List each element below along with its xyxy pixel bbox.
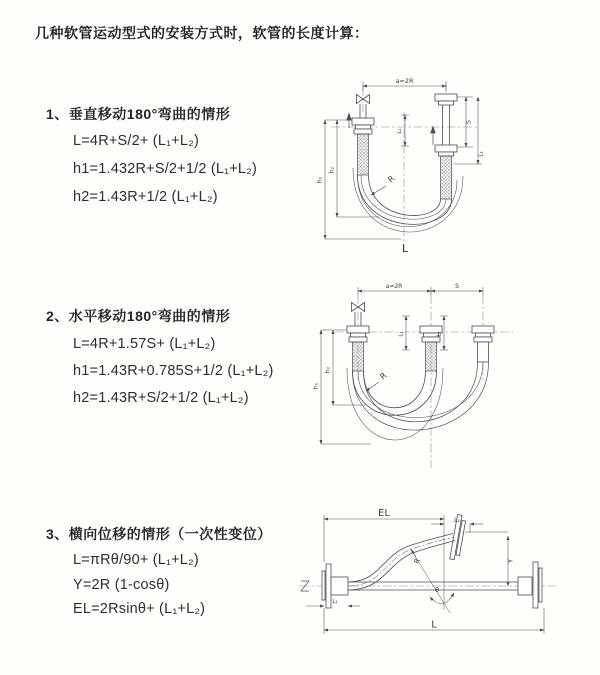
diagram-horizontal-180 — [313, 278, 598, 470]
diagram-vertical-180 — [313, 68, 598, 260]
radius-label: R — [386, 173, 397, 185]
diagram-lateral-displacement — [298, 502, 595, 652]
pipe-fittings — [347, 312, 494, 362]
dim-label-l1: L₁ — [397, 128, 403, 134]
dim-label-l2: L₂ — [436, 331, 443, 337]
hose-u-bends — [347, 362, 489, 440]
section1-formula-h1: h1=1.432R+S/2+1/2 (L₁+L₂) — [73, 161, 258, 177]
braided-hose-sections — [353, 342, 437, 371]
dim-label-s: S — [465, 120, 473, 124]
section1-formula-L: L=4R+S/2+ (L₁+L₂) — [73, 133, 199, 149]
section3-formula-Y: Y=2R (1-cosθ) — [73, 577, 170, 593]
radius-label: R — [412, 556, 422, 566]
s-curve-hose — [348, 534, 455, 591]
centerlines — [335, 295, 513, 468]
section1-heading: 1、垂直移动180°弯曲的情形 — [46, 106, 231, 122]
section1-formula-h2: h2=1.43R+1/2 (L₁+L₂) — [73, 189, 218, 205]
dimension-lines — [306, 515, 544, 634]
section2-formula-L: L=4R+1.57S+ (L₁+L₂) — [73, 336, 216, 352]
page-title: 几种软管运动型式的安装方式时，软管的长度计算： — [35, 25, 369, 41]
dim-label-y: Y — [506, 558, 515, 564]
section3-heading: 3、横向位移的情形（一次性变位） — [46, 526, 272, 542]
dim-label-a2r: a=2R — [395, 77, 414, 85]
section3-formula-EL: EL=2Rsinθ+ (L₁+L₂) — [73, 601, 206, 617]
braided-hose-sections — [358, 134, 452, 199]
section2-formula-h2: h2=1.43R+S/2+1/2 (L₁+L₂) — [73, 390, 249, 406]
dim-label-h2: h₂ — [324, 366, 332, 374]
section2-heading: 2、水平移动180°弯曲的情形 — [46, 308, 231, 324]
dimension-lines — [325, 81, 482, 239]
dim-label-h1: h₁ — [316, 176, 324, 184]
dim-label-l1: L₁ — [398, 331, 405, 337]
dim-label-a2r: a=2R — [385, 283, 403, 290]
dim-label-h2: h₂ — [328, 166, 336, 174]
flanges-and-pipe — [322, 562, 542, 608]
dim-label-s: S — [455, 283, 459, 290]
dim-label-l2: L₂ — [454, 517, 460, 524]
length-label: L — [431, 619, 437, 631]
section3-formula-L: L=πRθ/90+ (L₁+L₂) — [73, 552, 199, 568]
dim-label-h1: h₁ — [313, 382, 320, 390]
dim-label-l1: L₁ — [332, 599, 338, 605]
dim-label-el: EL — [378, 508, 390, 519]
radius-label: R — [378, 370, 389, 382]
dim-label-l2: L₂ — [478, 151, 485, 157]
length-label: L — [401, 242, 409, 255]
section2-formula-h1: h1=1.43R+0.785S+1/2 (L₁+L₂) — [73, 363, 274, 379]
angle-label: θ — [435, 586, 439, 594]
